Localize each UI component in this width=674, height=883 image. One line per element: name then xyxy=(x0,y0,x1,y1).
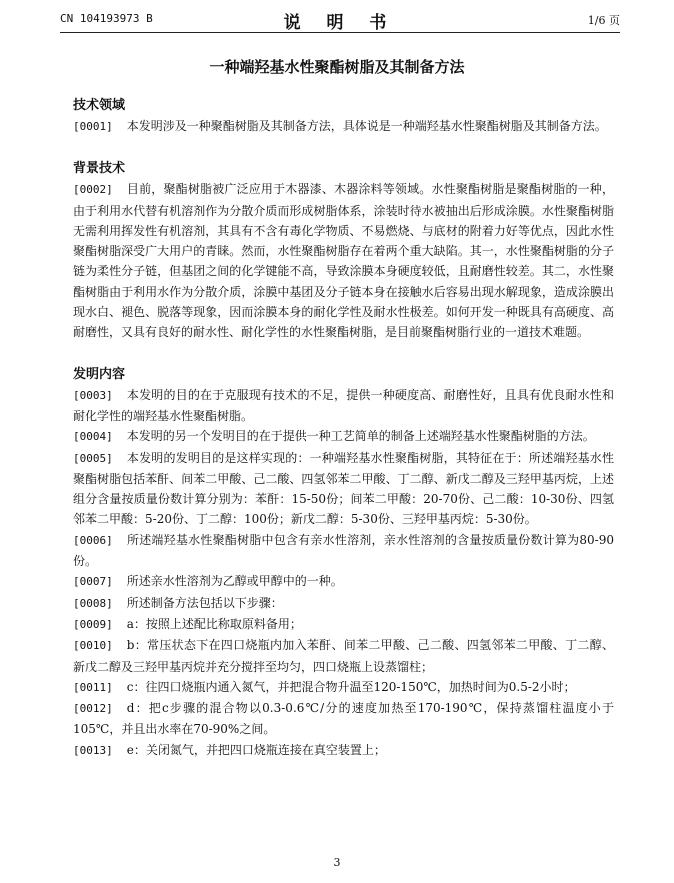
paragraph-text: c：往四口烧瓶内通入氮气，并把混合物升温至120-150℃，加热时间为0.5-2小时； xyxy=(126,679,576,694)
paragraph-number: [0013] xyxy=(73,743,113,757)
paragraph-text: b：常压状态下在四口烧瓶内加入苯酐、间苯二甲酸、己二酸、四氢邻苯二甲酸、丁二醇、新戊二醇及三羟甲基丙烷并充分搅拌至均匀，四口烧瓶上设蒸馏柱； xyxy=(73,638,614,674)
page-header xyxy=(60,6,620,33)
paragraph-number: [0012] xyxy=(73,702,113,716)
paragraph-text: 所述端羟基水性聚酯树脂中包含有亲水性溶剂，亲水性溶剂的含量按质量份数计算为80-90份。 xyxy=(73,532,614,569)
paragraph-text: d：把c步骤的混合物以0.3-0.6℃/分的速度加热至170-190℃，保持蒸馏柱温度小于105℃，并且出水率在70-90%之间。 xyxy=(73,701,614,737)
paragraph xyxy=(73,698,614,740)
paragraph-number: [0008] xyxy=(73,596,113,610)
paragraph-number: [0009] xyxy=(73,617,113,631)
paragraph xyxy=(73,614,614,635)
paragraph-text: 所述制备方法包括以下步骤： xyxy=(126,595,283,610)
paragraph xyxy=(73,635,614,677)
paragraph-text: 本发明涉及一种聚酯树脂及其制备方法，具体说是一种端羟基水性聚酯树脂及其制备方法。 xyxy=(126,119,607,133)
section-heading-technical-field: 技术领域 xyxy=(73,98,126,113)
paragraph-text: a：按照上述配比称取原料备用； xyxy=(126,616,302,631)
paragraph-text: 目前，聚酯树脂被广泛应用于木器漆、木器涂料等领域。水性聚酯树脂是聚酯树脂的一种，由于利用水代替有机溶剂作为分散介质而形成树脂体系，涂装时待水被抽出后形成涂膜。水性聚酯树脂无需利用挥发性有机溶剂，其具有不含有毒化学物质、不易燃烧、与底材的附着力好等优点，因此水性聚酯树脂深受广大用户的青睐。然而，水性聚酯树脂存在着两个重大缺陷。其一，水性聚酯树脂的分子链为柔性分子链，但基团之间的化学键能不高，导致涂膜本身硬度较低，且耐磨性较差。其二，水性聚酯树脂由于利用水作为分散介质，涂膜中基团及分子链本身在接触水后容易出现水解现象，造成涂膜出现水白、褪色、脱落等现象，因而涂膜本身的耐化学性及耐水性极差。如何开发一种既具有高硬度、高耐磨性，又具有良好的耐水性、耐化学性的水性聚酯树脂，是目前聚酯树脂行业的一道技术难题。 xyxy=(73,182,614,340)
paragraph xyxy=(73,740,614,761)
page-number: 3 xyxy=(333,856,341,869)
paragraph xyxy=(73,593,614,614)
paragraph-number: [0006] xyxy=(73,533,113,547)
paragraph-number: [0002] xyxy=(73,183,113,197)
patent-number: CN 104193973 B xyxy=(60,12,153,25)
section-heading-summary: 发明内容 xyxy=(73,366,126,382)
paragraph-number: [0010] xyxy=(73,639,113,653)
paragraph xyxy=(73,385,614,427)
paragraph-number: [0011] xyxy=(73,680,113,694)
paragraph-text: e：关闭氮气，并把四口烧瓶连接在真空装置上； xyxy=(126,742,386,757)
paragraph-text: 所述亲水性溶剂为乙醇或甲醇中的一种。 xyxy=(126,574,343,589)
document-type: 说 明 书 xyxy=(283,13,397,33)
document-title: 一种端羟基水性聚酯树脂及其制备方法 xyxy=(209,58,465,76)
paragraph xyxy=(73,448,614,530)
page-indicator: 1/6 页 xyxy=(587,14,620,27)
paragraph xyxy=(73,179,614,342)
paragraph-text: 本发明的另一个发明目的在于提供一种工艺简单的制备上述端羟基水性聚酯树脂的方法。 xyxy=(126,429,595,444)
paragraph-number: [0003] xyxy=(73,388,113,402)
section-heading-background: 背景技术 xyxy=(73,161,126,177)
paragraph-number: [0004] xyxy=(73,430,113,444)
paragraph xyxy=(73,677,614,698)
paragraph-text: 本发明的发明目的是这样实现的：一种端羟基水性聚酯树脂，其特征在于：所述端羟基水性聚酯树脂包括苯酐、间苯二甲酸、己二酸、四氢邻苯二甲酸、丁二醇、新戊二醇及三羟甲基丙烷，上述组分含量按质量份数计算分别为：苯酐：15-50份；间苯二甲酸：20-70份、己二酸：10-30份、四氢邻苯二甲酸：5-20份、丁二醇：100份；新戊二醇：5-30份、三羟甲基丙烷：5-30份。 xyxy=(73,450,614,527)
paragraph-number: [0001] xyxy=(73,120,113,133)
paragraph-text: 本发明的目的在于克服现有技术的不足，提供一种硬度高、耐磨性好，且具有优良耐水性和耐化学性的端羟基水性聚酯树脂。 xyxy=(73,387,614,423)
paragraph xyxy=(73,116,614,137)
paragraph xyxy=(73,571,614,592)
paragraph xyxy=(73,426,614,447)
paragraph-number: [0007] xyxy=(73,575,113,589)
document-body xyxy=(73,96,614,761)
paragraph xyxy=(73,530,614,572)
paragraph-number: [0005] xyxy=(73,451,113,465)
